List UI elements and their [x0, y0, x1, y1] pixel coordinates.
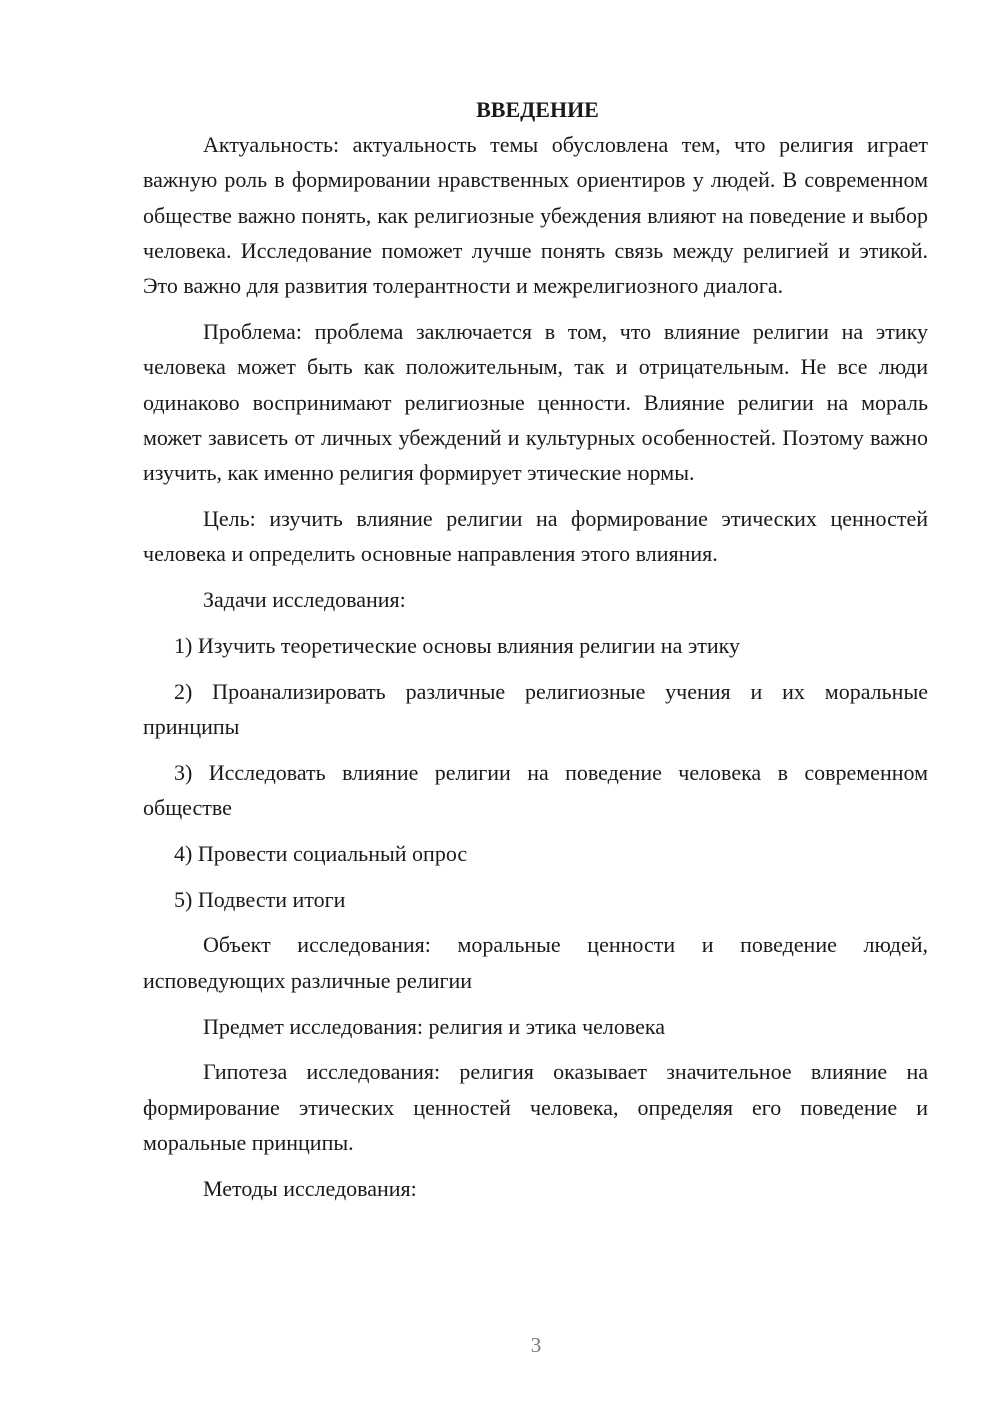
paragraph-relevance: Актуальность: актуальность темы обусловлена тем, что религия играет важную роль в формировании нравственных ориентиров у людей. В современном обществе важно понять, как религиозные убеждения влияют на поведение и выбор человека. Исследование поможет лучше понять связь между религией и этикой. Это важно для развития толерантности и межрелигиозного диалога.	[143, 132, 928, 299]
page-number: 3	[530, 1333, 542, 1357]
task-item-5: 5) Подвести итоги	[174, 886, 346, 912]
task-item-2: 2) Проанализировать различные религиозные учения и их моральные принципы	[143, 678, 928, 739]
paragraph-object: Объект исследования: моральные ценности и поведение людей, исповедующих различные религии	[143, 932, 928, 993]
task-item-1: 1) Изучить теоретические основы влияния религии на этику	[174, 632, 741, 658]
paragraph-problem: Проблема: проблема заключается в том, что влияние религии на этику человека может быть как положительным, так и отрицательным. Не все люди одинаково воспринимают религиозные ценности. Влияние религии на мораль может зависеть от личных убеждений и культурных особенностей. Поэтому важно изучить, как именно религия формирует этические нормы.	[143, 318, 928, 486]
methods-heading: Методы исследования:	[203, 1175, 417, 1201]
document-page	[143, 92, 928, 1217]
task-item-4: 4) Провести социальный опрос	[174, 840, 468, 866]
paragraph-hypothesis: Гипотеза исследования: религия оказывает значительное влияние на формирование этических ценностей человека, определяя его поведение и моральные принципы.	[143, 1059, 928, 1155]
paragraph-goal: Цель: изучить влияние религии на формирование этических ценностей человека и определить основные направления этого влияния.	[143, 505, 928, 567]
section-title: ВВЕДЕНИЕ	[476, 97, 599, 122]
paragraph-subject: Предмет исследования: религия и этика человека	[203, 1013, 666, 1039]
tasks-heading: Задачи исследования:	[203, 587, 406, 613]
task-item-3: 3) Исследовать влияние религии на поведение человека в современном обществе	[143, 759, 928, 821]
